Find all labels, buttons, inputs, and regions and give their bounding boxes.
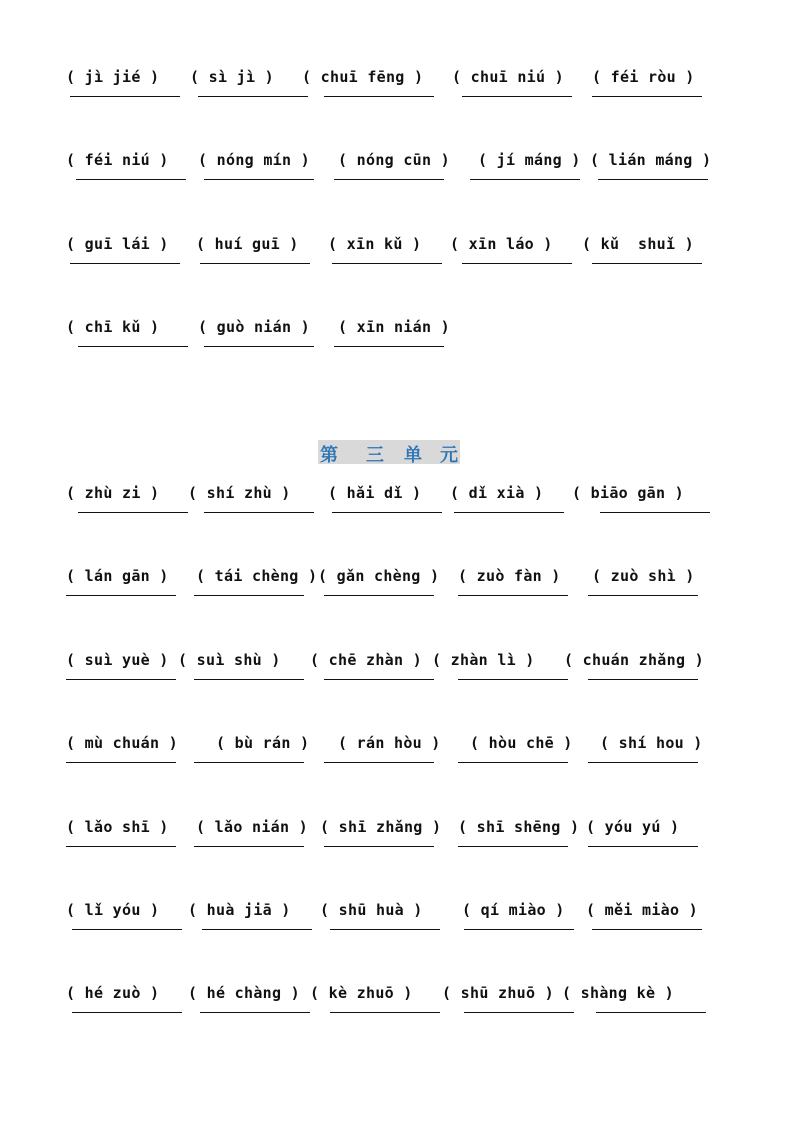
pinyin-text: ( lǎo nián )	[196, 818, 308, 836]
pinyin-row	[66, 58, 726, 98]
unit-heading	[318, 440, 460, 464]
answer-blank[interactable]	[596, 1012, 706, 1013]
pinyin-text: ( nóng cūn )	[338, 151, 450, 169]
pinyin-text: ( lǎo shī )	[66, 818, 169, 836]
pinyin-text: ( shàng kè )	[562, 984, 674, 1002]
answer-blank[interactable]	[78, 512, 188, 513]
pinyin-text: ( hé zuò )	[66, 984, 160, 1002]
pinyin-text: ( chuī niú )	[452, 68, 564, 86]
answer-blank[interactable]	[70, 96, 180, 97]
pinyin-text: ( lǐ yóu )	[66, 901, 160, 919]
pinyin-row	[66, 974, 726, 1014]
pinyin-text: ( bù rán )	[216, 734, 310, 752]
pinyin-text: ( měi miào )	[586, 901, 698, 919]
pinyin-text: ( kǔ shuǐ )	[582, 235, 694, 253]
pinyin-text: ( féi ròu )	[592, 68, 695, 86]
answer-blank[interactable]	[462, 96, 572, 97]
answer-blank[interactable]	[200, 1012, 310, 1013]
answer-blank[interactable]	[198, 96, 308, 97]
pinyin-text: ( nóng mín )	[198, 151, 310, 169]
pinyin-text: ( féi niú )	[66, 151, 169, 169]
pinyin-text: ( gǎn chèng )	[318, 567, 440, 585]
answer-blank[interactable]	[324, 96, 434, 97]
pinyin-text: ( hǎi dǐ )	[328, 484, 422, 502]
answer-blank[interactable]	[458, 846, 568, 847]
answer-blank[interactable]	[598, 179, 708, 180]
pinyin-text: ( mù chuán )	[66, 734, 178, 752]
answer-blank[interactable]	[202, 929, 312, 930]
pinyin-text: ( shí hou )	[600, 734, 703, 752]
pinyin-text: ( zhàn lì )	[432, 651, 535, 669]
answer-blank[interactable]	[454, 512, 564, 513]
pinyin-row	[66, 808, 726, 848]
pinyin-text: ( huí guī )	[196, 235, 299, 253]
answer-blank[interactable]	[66, 679, 176, 680]
pinyin-text: ( shí zhù )	[188, 484, 291, 502]
pinyin-text: ( zuò fàn )	[458, 567, 561, 585]
answer-blank[interactable]	[204, 346, 314, 347]
heading-char: 三	[366, 445, 384, 466]
pinyin-row	[66, 557, 726, 597]
answer-blank[interactable]	[464, 929, 574, 930]
answer-blank[interactable]	[462, 263, 572, 264]
answer-blank[interactable]	[194, 762, 304, 763]
answer-blank[interactable]	[470, 179, 580, 180]
answer-blank[interactable]	[324, 679, 434, 680]
answer-blank[interactable]	[458, 679, 568, 680]
pinyin-row	[66, 141, 726, 181]
answer-blank[interactable]	[464, 1012, 574, 1013]
pinyin-row	[66, 225, 726, 265]
pinyin-text: ( dǐ xià )	[450, 484, 544, 502]
answer-blank[interactable]	[66, 762, 176, 763]
answer-blank[interactable]	[592, 929, 702, 930]
answer-blank[interactable]	[592, 263, 702, 264]
answer-blank[interactable]	[458, 762, 568, 763]
pinyin-text: ( biāo gān )	[572, 484, 684, 502]
pinyin-text: ( shū zhuō )	[442, 984, 554, 1002]
answer-blank[interactable]	[70, 263, 180, 264]
answer-blank[interactable]	[194, 595, 304, 596]
answer-blank[interactable]	[324, 846, 434, 847]
answer-blank[interactable]	[204, 512, 314, 513]
answer-blank[interactable]	[592, 96, 702, 97]
pinyin-text: ( xīn nián )	[338, 318, 450, 336]
answer-blank[interactable]	[324, 595, 434, 596]
pinyin-text: ( kè zhuō )	[310, 984, 413, 1002]
answer-blank[interactable]	[458, 595, 568, 596]
pinyin-text: ( shī zhǎng )	[320, 818, 442, 836]
answer-blank[interactable]	[588, 762, 698, 763]
answer-blank[interactable]	[334, 179, 444, 180]
pinyin-text: ( qí miào )	[462, 901, 565, 919]
pinyin-text: ( chē zhàn )	[310, 651, 422, 669]
answer-blank[interactable]	[76, 179, 186, 180]
pinyin-text: ( hòu chē )	[470, 734, 573, 752]
pinyin-text: ( xīn kǔ )	[328, 235, 422, 253]
pinyin-row	[66, 474, 726, 514]
answer-blank[interactable]	[588, 595, 698, 596]
heading-char: 元	[440, 445, 458, 466]
answer-blank[interactable]	[204, 179, 314, 180]
answer-blank[interactable]	[588, 679, 698, 680]
pinyin-text: ( jì jié )	[66, 68, 160, 86]
pinyin-text: ( chuī fēng )	[302, 68, 424, 86]
heading-char: 第	[320, 445, 338, 466]
pinyin-text: ( rán hòu )	[338, 734, 441, 752]
pinyin-row	[66, 724, 726, 764]
answer-blank[interactable]	[72, 929, 182, 930]
pinyin-row	[66, 308, 726, 348]
pinyin-text: ( lián máng )	[590, 151, 712, 169]
answer-blank[interactable]	[334, 346, 444, 347]
answer-blank[interactable]	[194, 679, 304, 680]
answer-blank[interactable]	[66, 846, 176, 847]
pinyin-text: ( xīn láo )	[450, 235, 553, 253]
answer-blank[interactable]	[330, 929, 440, 930]
answer-blank[interactable]	[332, 263, 442, 264]
answer-blank[interactable]	[194, 846, 304, 847]
pinyin-text: ( huà jiā )	[188, 901, 291, 919]
pinyin-text: ( guò nián )	[198, 318, 310, 336]
pinyin-row	[66, 641, 726, 681]
pinyin-text: ( hé chàng )	[188, 984, 300, 1002]
answer-blank[interactable]	[588, 846, 698, 847]
pinyin-text: ( sì jì )	[190, 68, 274, 86]
pinyin-text: ( suì shù )	[178, 651, 281, 669]
pinyin-text: ( lán gān )	[66, 567, 169, 585]
answer-blank[interactable]	[78, 346, 188, 347]
pinyin-text: ( jí máng )	[478, 151, 581, 169]
pinyin-row	[66, 891, 726, 931]
answer-blank[interactable]	[330, 1012, 440, 1013]
pinyin-text: ( suì yuè )	[66, 651, 169, 669]
answer-blank[interactable]	[600, 512, 710, 513]
pinyin-text: ( zuò shì )	[592, 567, 695, 585]
answer-blank[interactable]	[200, 263, 310, 264]
pinyin-text: ( guī lái )	[66, 235, 169, 253]
pinyin-text: ( zhù zi )	[66, 484, 160, 502]
answer-blank[interactable]	[72, 1012, 182, 1013]
pinyin-text: ( chuán zhǎng )	[564, 651, 704, 669]
pinyin-text: ( tái chèng )	[196, 567, 318, 585]
answer-blank[interactable]	[66, 595, 176, 596]
answer-blank[interactable]	[324, 762, 434, 763]
pinyin-text: ( yóu yú )	[586, 818, 680, 836]
pinyin-text: ( chī kǔ )	[66, 318, 160, 336]
pinyin-text: ( shī shēng )	[458, 818, 580, 836]
heading-char: 单	[404, 445, 422, 466]
answer-blank[interactable]	[332, 512, 442, 513]
pinyin-text: ( shū huà )	[320, 901, 423, 919]
